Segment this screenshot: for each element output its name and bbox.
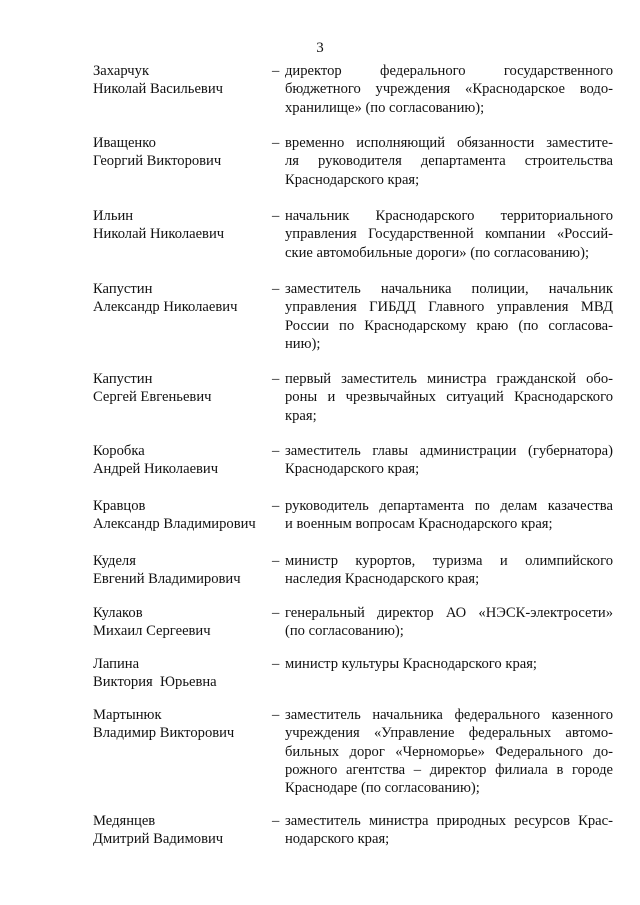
role-line: России по Краснодарскому краю (по согласова-: [285, 317, 613, 334]
person-name: [93, 655, 268, 692]
role-line: рожного агентства – директор филиала в городе: [285, 761, 613, 778]
surname: Мартынюк: [93, 707, 162, 723]
dash-separator: –: [272, 656, 280, 672]
dash-separator: –: [272, 63, 280, 79]
role-description: [285, 604, 613, 641]
role-description: [285, 706, 613, 797]
given-names: Георгий Викторович: [93, 153, 222, 170]
role-line: (по согласованию);: [285, 623, 404, 640]
dash-separator: –: [272, 371, 280, 387]
given-names: Александр Владимирович: [93, 516, 256, 533]
role-description: [285, 812, 613, 849]
role-line: министр культуры Краснодарского края;: [285, 656, 537, 672]
given-names: Михаил Сергеевич: [93, 623, 211, 640]
role-line: края;: [285, 407, 317, 424]
role-line: роны и чрезвычайных ситуаций Краснодарского: [285, 389, 613, 406]
role-description: [285, 207, 613, 262]
dash-separator: –: [272, 498, 280, 514]
role-line: заместитель начальника полиции, начальник: [285, 281, 613, 297]
role-line: ские автомобильные дороги» (по согласованию);: [285, 244, 589, 261]
role-line: и военным вопросам Краснодарского края;: [285, 516, 553, 533]
given-names: Евгений Владимирович: [93, 571, 241, 588]
given-names: Александр Николаевич: [93, 299, 238, 316]
dash-separator: –: [272, 553, 280, 569]
role-line: министр курортов, туризма и олимпийского: [285, 553, 613, 569]
surname: Коробка: [93, 443, 145, 459]
role-line: Краснодаре (по согласованию);: [285, 780, 480, 797]
given-names: Сергей Евгеньевич: [93, 389, 212, 406]
role-line: учреждения «Управление федеральных автомо-: [285, 725, 613, 742]
dash-separator: –: [272, 135, 280, 151]
surname: Иващенко: [93, 135, 156, 151]
given-names: Николай Васильевич: [93, 81, 223, 98]
person-name: [93, 370, 268, 407]
role-line: заместитель начальника федерального казенного: [285, 707, 613, 723]
page-number: 3: [316, 40, 324, 56]
role-line: руководитель департамента по делам казачества: [285, 498, 613, 514]
role-line: директор федерального государственного: [285, 63, 613, 79]
role-description: [285, 280, 613, 353]
role-line: нодарского края;: [285, 831, 390, 848]
surname: Медянцев: [93, 813, 156, 829]
person-name: [93, 604, 268, 641]
role-line: хранилище» (по согласованию);: [285, 99, 485, 116]
dash-separator: –: [272, 281, 280, 297]
given-names: Виктория Юрьевна: [93, 674, 217, 691]
role-line: управления ГИБДД Главного управления МВД: [285, 299, 613, 316]
person-name: [93, 280, 268, 317]
person-name: [93, 497, 268, 534]
given-names: Владимир Викторович: [93, 725, 235, 742]
role-line: Краснодарского края;: [285, 171, 420, 188]
role-line: временно исполняющий обязанности заместите-: [285, 135, 613, 151]
person-name: [93, 134, 268, 171]
role-description: [285, 552, 613, 589]
person-name: [93, 552, 268, 589]
surname: Захарчук: [93, 63, 150, 79]
role-line: ля руководителя департамента строительства: [285, 153, 613, 170]
dash-separator: –: [272, 813, 280, 829]
role-line: первый заместитель министра гражданской обо-: [285, 371, 613, 387]
dash-separator: –: [272, 443, 280, 459]
given-names: Андрей Николаевич: [93, 461, 219, 478]
dash-separator: –: [272, 707, 280, 723]
dash-separator: –: [272, 208, 280, 224]
role-line: заместитель главы администрации (губернатора): [285, 443, 613, 459]
role-line: Краснодарского края;: [285, 461, 420, 478]
role-line: начальник Краснодарского территориального: [285, 208, 613, 224]
given-names: Николай Николаевич: [93, 226, 225, 243]
role-description: [285, 134, 613, 189]
role-description: [285, 655, 613, 673]
role-line: нию);: [285, 335, 321, 352]
role-line: бюджетного учреждения «Краснодарское водо-: [285, 81, 613, 98]
surname: Лапина: [93, 656, 140, 672]
given-names: Дмитрий Вадимович: [93, 831, 224, 848]
role-line: бильных дорог «Черноморье» Федерального до-: [285, 743, 613, 760]
surname: Капустин: [93, 371, 153, 387]
surname: Ильин: [93, 208, 134, 224]
surname: Кравцов: [93, 498, 146, 514]
role-description: [285, 62, 613, 117]
person-name: [93, 442, 268, 479]
person-name: [93, 812, 268, 849]
surname: Куделя: [93, 553, 136, 569]
surname: Капустин: [93, 281, 153, 297]
person-name: [93, 706, 268, 743]
role-description: [285, 370, 613, 425]
role-line: управления Государственной компании «Россий-: [285, 226, 613, 243]
dash-separator: –: [272, 605, 280, 621]
role-line: заместитель министра природных ресурсов Крас-: [285, 813, 613, 829]
surname: Кулаков: [93, 605, 143, 621]
person-name: [93, 62, 268, 99]
person-name: [93, 207, 268, 244]
role-description: [285, 497, 613, 534]
role-line: наследия Краснодарского края;: [285, 571, 480, 588]
role-line: генеральный директор АО «НЭСК-электросети»: [285, 605, 613, 621]
role-description: [285, 442, 613, 479]
